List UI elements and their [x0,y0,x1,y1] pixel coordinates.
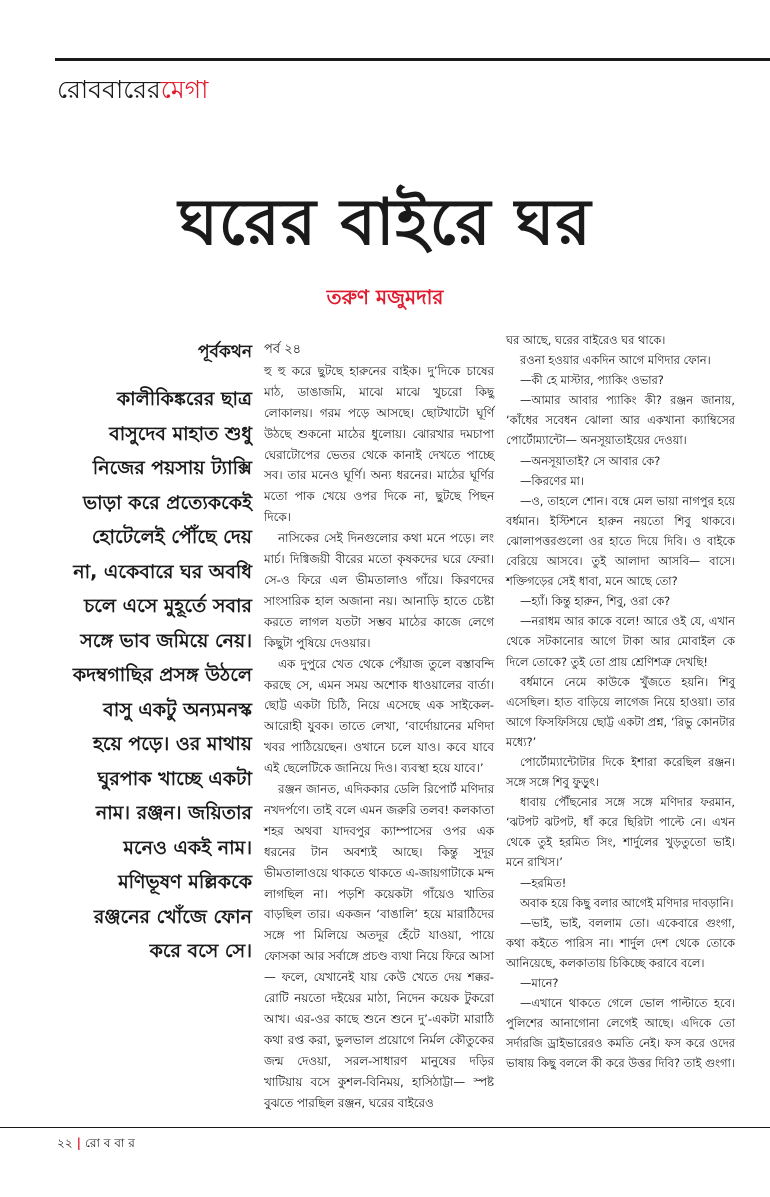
body-paragraph: —ভাই, ভাই, বললাম তো। একেবারে গুংগা, কথা কইতে পারিস না। শার্দুল দেশ থেকে তোকে আনিয়েছে, কলকাতায় চিকিচ্ছে করাবে বলে। [506,915,735,970]
footer-rule [0,1127,770,1128]
body-paragraph: বর্ধমানে নেমে কাউকে খুঁজতে হয়নি। শিবু এসেছিল। হাত বাড়িয়ে লাগেজ নিয়ে হাওয়া। তার আগে ফিসফিসিয়ে ছোট্ট একটা প্রশ্ন, ‘রিভু কোনটার মধ্যে?’ [506,674,735,749]
body-paragraph: হু হু করে ছুটছে হারুনের বাইক। দু’দিকে চাষের মাঠ, ডাঙাজমি, মাঝে মাঝে খুচরো কিছু লোকালয়। গরম পড়ে আসছে। ছোটখাটো ঘূর্ণি উঠছে শুকনো মাঠের ধুলোয়। ঝোরখার দমচাপা ঘেরাটোপের ভেতর থেকে কানাই দেখতে পাচ্ছে সব। তার মনেও ঘূর্ণি। অন্য ধরনের। মাঠের ঘূর্ণির মতো পাক খেয়ে ওপর দিকে না, ছুটছে পিছন দিকে। [264,363,494,525]
publication-name: রো ব বা র [85,1136,135,1150]
body-paragraph: —হরমিত! [520,875,567,890]
body-paragraph: এক দুপুরে খেত থেকে পেঁয়াজ তুলে বস্তাবন্দি করছে সে, এমন সময় অশোক ধাওয়ালের বার্তা। ছোট্ট একটা চিঠি, নিয়ে এসেছে এক সাইকেল-আরোহী যুবক। তাতে লেখা, ‘বার্দোয়ানের মণিদা খবর পাঠিয়েছেন। ওখানে চলে যাও। কবে যাবে এই ছেলেটিকে জানিয়ে দিও। ব্যবস্থা হয়ে যাবে।’ [264,656,494,776]
page-number: ২২ [57,1136,73,1150]
body-paragraph: পোর্টোম্যান্টোটার দিকে ইশারা করেছিল রঞ্জন। সঙ্গে সঙ্গে শিবু ফুড়ুৎ। [506,754,735,790]
lead-column [70,340,252,969]
body-paragraph: —হ্যাঁ। কিন্তু হারুন, শিবু, ওরা কে? [520,594,671,609]
body-column-2 [506,330,735,1073]
body-paragraph: রঞ্জন জানত, এদিককার ডেলি রিপোর্ট মণিদার নখদর্পণে। তাই বলে এমন জরুরি তলব! কলকাতা শহর অথবা যাদবপুর ক্যাম্পাসের ওপর এক ধরনের টান অবশ্যই আছে। কিন্তু সুদূর ভীমতালাওয়ে থাকতে থাকতে এ-জায়গাটাকে মন্দ লাগছিল না। পড়শি কয়েকটা গাঁয়েও খাতির বাড়ছিল তার। একজন ‘বাঙালি’ হয়ে মারাঠিদের সঙ্গে পা মিলিয়ে অতদূর হেঁটে যাওয়া, পায়ে ফোসকা আর সর্বাঙ্গে প্রচণ্ড ব্যথা নিয়ে ফিরে আসা— ফলে, যেখানেই যায় কেউ খেতে দেয় শক্কর-রোটি নয়তো দইয়ের মাঠা, নিদেন কয়েক টুকরো আখ। এর-ওর কাছে শুনে শুনে দু’-একটা মারাঠি কথা রপ্ত করা, ভুলভাল প্রয়োগে নির্মল কৌতুকের জন্ম দেওয়া, সরল-সাধারণ মানুষের দড়ির খাটিয়ায় বসে কুশল-বিনিময়, হাসিঠাট্টা— স্পষ্ট বুঝতে পারছিল রঞ্জন, ঘরের বাইরেও [264,782,494,1110]
page-footer [57,1133,135,1153]
lead-summary: কালীকিঙ্করের ছাত্র বাসুদেব মাহাত শুধু নিজের পয়সায় ট্যাক্সি ভাড়া করে প্রত্যেককেই হোটেলেই পৌঁছে দেয় না, একেবারে ঘর অবধি চলে এসে মুহূর্তে সবার সঙ্গে ভাব জমিয়ে নেয়। কদম্বগাছির প্রসঙ্গ উঠলে বাসু একটু অন্যমনস্ক হয়ে পড়ে। ওর মাথায় ঘুরপাক খাচ্ছে একটা নাম। রঞ্জন। জয়িতার মনেও একই নাম। মণিভূষণ মল্লিককে রঞ্জনের খোঁজে ফোন করে বসে সে। [72,388,252,962]
section-label [57,70,208,110]
body-paragraph: রওনা হওয়ার একদিন আগে মণিদার ফোন। [520,353,711,368]
body-paragraph: —কী হে মাস্টার, প্যাকিং ওভার? [520,373,664,388]
author-byline: তরুণ মজুমদার [326,285,444,309]
body-column-1 [264,340,494,1114]
section-label-main: রোববারের [57,75,161,104]
body-paragraph: —এখানে থাকতে গেলে ভোল পাল্টাতে হবে। পুলিশের আনাগোনা লেগেই আছে। এদিকে তো সর্দারজি ড্রাইভারেরও কমতি নেই। ফস করে ওদের ভাষায় কিছু বললে কী করে উত্তর দিবি? তাই গুংগা। [506,996,735,1071]
body-paragraph: —অনসূয়াতাই? সে আবার কে? [520,453,661,468]
body-paragraph: অবাক হয়ে কিছু বলার আগেই মণিদার দাবড়ানি। [520,895,734,910]
body-paragraph: —নরাধম আর কাকে বলে! আরে ওই যে, এখান থেকে সটকানোর আগে টাকা আর মোবাইল কে দিলে তোকে? তুই তো প্রায় শ্রেণিশত্রু দেখছি! [506,614,735,669]
body-paragraph: ধাবায় পৌঁছনোর সঙ্গে সঙ্গে মণিদার ফরমান, ‘ঝটপট ঝটপট, ধাঁ করে ছিরিটা পাল্টে নে। এখন থেকে তুই হরমিত সিং, শার্দুলের খুড়তুতো ভাই। মনে রাখিস।’ [506,795,735,870]
body-paragraph: —মানে? [520,976,559,990]
header-rule [55,58,770,61]
body-paragraph: নাসিকের সেই দিনগুলোর কথা মনে পড়ে। লং মার্চ। দিগ্বিজয়ী বীরের মতো কৃষকদের ঘরে ফেরা। সে-ও ফিরে এল ভীমতালাও গাঁয়ে। কিরণদের সাংসারিক হাল অজানা নয়। আনাড়ি হাতে চেষ্টা করতে লাগল যতটা সম্ভব মাঠের কাজে লেগে কিছুটা পুষিয়ে দেওয়ার। [264,531,494,650]
episode-label: পর্ব ২৪ [264,342,302,357]
body-paragraph: —কিরণের মা। [520,473,584,488]
section-label-accent: মেগা [160,75,209,104]
footer-separator: | [76,1136,81,1150]
body-paragraph: —আমার আবার প্যাকিং কী? রঞ্জন জানায়, ‘কাঁধের সবেধন ঝোলা আর একখানা ক্যাম্বিসের পোর্টোম্যান্টো— অনসূয়াতাইয়ের দেওয়া। [506,393,735,448]
body-paragraph: —ও, তাহলে শোন। বম্বে মেল ভায়া নাগপুর হয়ে বর্ধমান। ইস্টিশনে হারুন নয়তো শিবু থাকবে। ঝোলাপত্তরগুলো ওর হাতে দিয়ে দিবি। ও বাইকে বেরিয়ে আসবে। তুই আলাদা আসবি— বাসে। শক্তিগড়ের সেই ধাবা, মনে আছে তো? [506,493,735,589]
article-title: ঘরের বাইরে ঘর [178,186,592,260]
lead-heading: পূর্বকথন [197,342,252,362]
body-paragraph: ঘর আছে, ঘরের বাইরেও ঘর থাকে। [506,333,666,347]
